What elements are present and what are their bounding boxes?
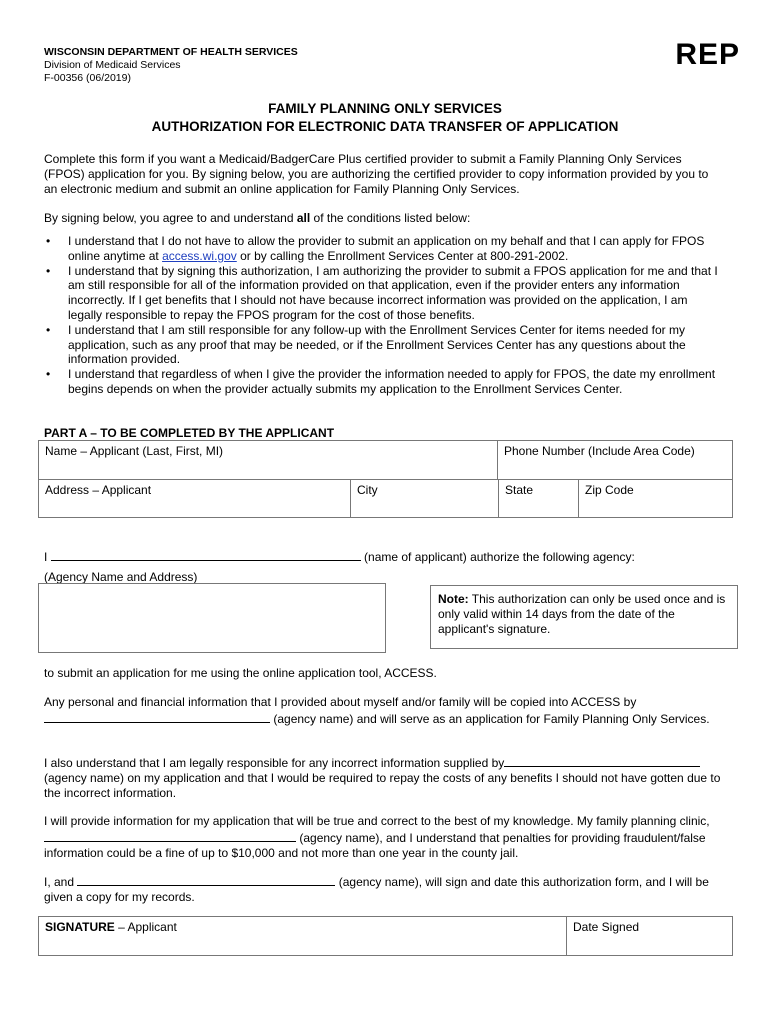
header-block	[44, 46, 298, 85]
sign-paragraph	[44, 873, 724, 905]
note-text: This authorization can only be used once and is only valid within 14 days from the date of the applicant's signature.	[438, 592, 726, 636]
condition-item	[44, 264, 724, 323]
agency-name-address-field[interactable]	[38, 583, 386, 653]
state-field[interactable]	[499, 480, 579, 518]
condition-item	[44, 367, 724, 397]
intro-paragraph: Complete this form if you want a Medicaid/BadgerCare Plus certified provider to submit a Family Planning Only Services (FPOS) application for you. By signing below, you are authorizing the certified provider to copy information provided by you to an electronic medium and submit an online application for Family Planning Only Services.	[44, 152, 709, 196]
applicant-name-blank[interactable]	[51, 548, 361, 561]
responsible-before: I also understand that I am legally responsible for any incorrect information supplied by	[44, 756, 505, 770]
condition-3: I understand that I am still responsible for any follow-up with the Enrollment Services Center for items needed for my application, such as any proof that may be needed, or if the Enrollment Services Center has any questions about the information provided.	[68, 322, 686, 367]
copy-line-1: Any personal and financial information that I provided about myself and/or family will be copied into ACCESS by	[44, 695, 637, 709]
conditions-list	[44, 234, 724, 397]
authorize-prefix: I	[44, 550, 48, 564]
part-a-heading: PART A – TO BE COMPLETED BY THE APPLICANT	[44, 426, 335, 440]
condition-1-before: I understand that I do not have to allow the provider to submit an application on my behalf and that I can apply for FPOS online anytime at	[68, 234, 705, 263]
agency-name-blank-3[interactable]	[44, 829, 296, 842]
phone-number-label: Phone Number (Include Area Code)	[504, 444, 695, 458]
title-line-1: FAMILY PLANNING ONLY SERVICES	[268, 101, 502, 116]
agree-before: By signing below, you agree to and understand	[44, 211, 297, 225]
date-signed-field[interactable]	[567, 917, 733, 956]
bullet-dot: •	[46, 367, 51, 382]
condition-2: I understand that by signing this authorization, I am authorizing the provider to submit a FPOS application for me and that I am still responsible for all of the information provided on that application, even if the provider enters any information incorrectly. If I get benefits that I should not have because incorrect information was provided on the application, I am legally responsible to repay the FPOS program for the cost of those benefits.	[68, 263, 718, 322]
form-title	[0, 100, 770, 136]
condition-item	[44, 234, 724, 264]
signature-field[interactable]	[39, 917, 567, 956]
zip-code-label: Zip Code	[585, 483, 634, 497]
state-label: State	[505, 483, 534, 497]
zip-code-field[interactable]	[579, 480, 733, 518]
true-paragraph	[44, 814, 724, 860]
city-field[interactable]	[351, 480, 499, 518]
title-line-2: AUTHORIZATION FOR ELECTRONIC DATA TRANSFER OF APPLICATION	[151, 119, 619, 134]
date-signed-label: Date Signed	[573, 920, 640, 934]
note-bold: Note:	[438, 592, 469, 606]
signature-bold: SIGNATURE	[45, 920, 115, 934]
copy-paragraph	[44, 695, 724, 727]
agree-paragraph	[44, 211, 724, 226]
form-code: REP	[675, 38, 740, 71]
agency-name-label: (Agency Name and Address)	[44, 570, 198, 584]
applicant-name-label: Name – Applicant (Last, First, MI)	[45, 444, 224, 458]
city-label: City	[357, 483, 378, 497]
agency-name: WISCONSIN DEPARTMENT OF HEALTH SERVICES	[44, 46, 298, 58]
authorize-line	[44, 548, 724, 565]
address-field[interactable]	[39, 480, 351, 518]
phone-number-field[interactable]	[498, 441, 733, 480]
bullet-dot: •	[46, 263, 51, 278]
division-name: Division of Medicaid Services	[44, 59, 181, 71]
agency-name-blank-1[interactable]	[44, 710, 270, 723]
sign-before: I, and	[44, 875, 75, 889]
agency-name-blank-4[interactable]	[77, 873, 335, 886]
responsible-after: (agency name) on my application and that I would be required to repay the costs of any benefits I should not have gotten due to the incorrect information.	[44, 770, 721, 800]
access-link[interactable]: access.wi.gov	[162, 248, 237, 263]
true-before: I will provide information for my application that will be true and correct to the best of my knowledge. My family planning clinic,	[44, 814, 710, 828]
responsible-paragraph	[44, 754, 724, 800]
applicant-name-field[interactable]	[39, 441, 498, 480]
condition-1-after: or by calling the Enrollment Services Center at 800-291-2002.	[236, 248, 569, 263]
bullet-dot: •	[46, 234, 51, 248]
sign-after: (agency name), will sign and date this authorization form, and I will be given a copy for my records.	[44, 875, 709, 904]
condition-item	[44, 323, 724, 367]
copy-after: (agency name) and will serve as an application for Family Planning Only Services.	[273, 711, 710, 726]
true-after: (agency name), and I understand that penalties for providing fraudulent/false information could be a fine of up to $10,000 and not more than one year in the county jail.	[44, 830, 706, 860]
address-label: Address – Applicant	[45, 483, 152, 497]
form-number: F-00356 (06/2019)	[44, 72, 131, 84]
signature-rest: – Applicant	[114, 920, 177, 934]
applicant-name-table	[38, 440, 733, 480]
authorize-suffix: (name of applicant) authorize the following agency:	[364, 550, 635, 564]
signature-table	[38, 916, 733, 956]
applicant-address-table	[38, 479, 733, 518]
submit-paragraph: to submit an application for me using the online application tool, ACCESS.	[44, 666, 437, 680]
bullet-dot: •	[46, 322, 51, 337]
agree-after: of the conditions listed below:	[310, 211, 471, 225]
condition-4: I understand that regardless of when I give the provider the information needed to apply for FPOS, the date my enrollment begins depends on when the provider actually submits my application to the Enrollment Services Center.	[68, 367, 716, 396]
agree-bold: all	[296, 211, 311, 225]
note-box	[430, 585, 738, 649]
agency-name-blank-2[interactable]	[504, 754, 700, 767]
